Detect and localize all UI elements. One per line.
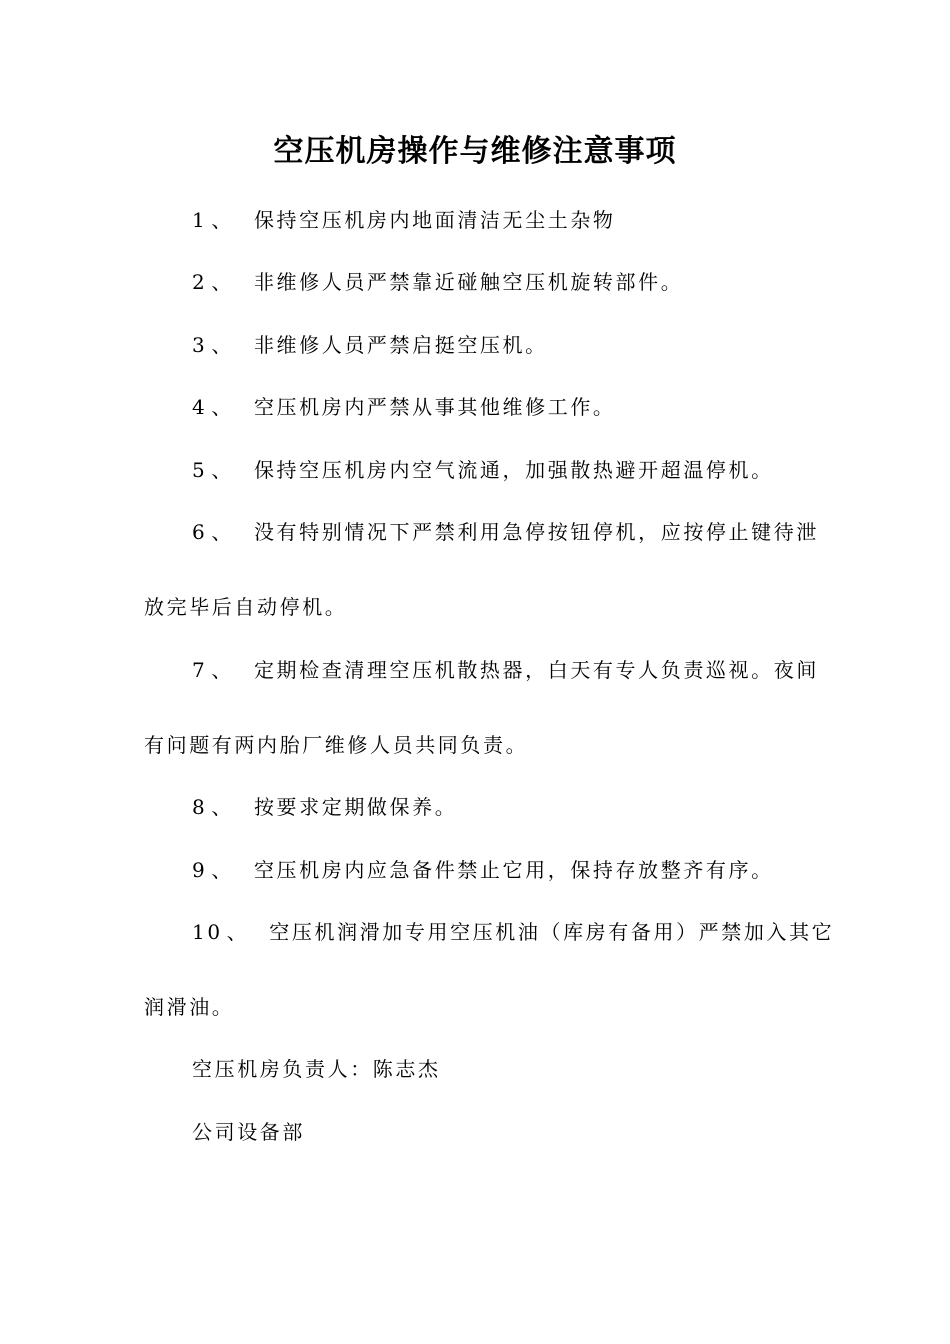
- item-separator: 、: [211, 270, 234, 294]
- list-item: [192, 918, 834, 946]
- item-separator: 、: [211, 520, 234, 544]
- item-text: 空压机房内应急备件禁止它用，保持存放整齐有序。: [253, 858, 774, 882]
- list-item: [192, 456, 774, 484]
- list-item: [192, 656, 819, 684]
- list-item-continuation: 有问题有两内胎厂维修人员共同负责。: [144, 733, 529, 757]
- item-separator: 、: [211, 458, 234, 482]
- item-separator: 、: [211, 858, 234, 882]
- item-separator: 、: [211, 333, 234, 357]
- item-text: 按要求定期做保养。: [253, 795, 458, 819]
- item-separator: 、: [211, 395, 234, 419]
- list-item: [192, 268, 683, 296]
- list-item: [192, 331, 548, 359]
- item-separator: 、: [226, 920, 250, 944]
- item-text: 非维修人员严禁启挺空压机。: [253, 333, 548, 357]
- document-title: 空压机房操作与维修注意事项: [273, 134, 677, 169]
- item-number: 8: [192, 795, 208, 819]
- item-text: 定期检查清理空压机散热器，白天有专人负责巡视。夜间: [253, 658, 819, 682]
- list-item: [192, 856, 774, 884]
- item-text: 非维修人员严禁靠近碰触空压机旋转部件。: [253, 270, 684, 294]
- item-number: 9: [192, 858, 208, 882]
- item-text: 空压机房内严禁从事其他维修工作。: [253, 395, 616, 419]
- department: 公司设备部: [192, 1120, 305, 1144]
- item-number: 5: [192, 458, 208, 482]
- list-item: [192, 793, 457, 821]
- responsible-person: 空压机房负责人：陈志杰: [192, 1057, 441, 1081]
- item-number: 4: [192, 395, 208, 419]
- list-item-continuation: 润滑油。: [144, 995, 235, 1019]
- item-separator: 、: [211, 208, 234, 232]
- item-number: 7: [192, 658, 208, 682]
- item-number: 1: [192, 208, 208, 232]
- item-text: 空压机润滑加专用空压机油（库房有备用）严禁加入其它: [269, 920, 835, 944]
- item-text: 没有特别情况下严禁利用急停按钮停机，应按停止键待泄: [253, 520, 819, 544]
- list-item: [192, 206, 616, 234]
- item-number: 6: [192, 520, 208, 544]
- list-item: [192, 518, 819, 546]
- list-item-continuation: 放完毕后自动停机。: [144, 595, 348, 619]
- item-text: 保持空压机房内空气流通，加强散热避开超温停机。: [253, 458, 774, 482]
- item-number: 10: [192, 920, 223, 944]
- item-text: 保持空压机房内地面清洁无尘土杂物: [253, 208, 616, 232]
- item-number: 2: [192, 270, 208, 294]
- item-separator: 、: [211, 795, 234, 819]
- item-separator: 、: [211, 658, 234, 682]
- list-item: [192, 393, 616, 421]
- item-number: 3: [192, 333, 208, 357]
